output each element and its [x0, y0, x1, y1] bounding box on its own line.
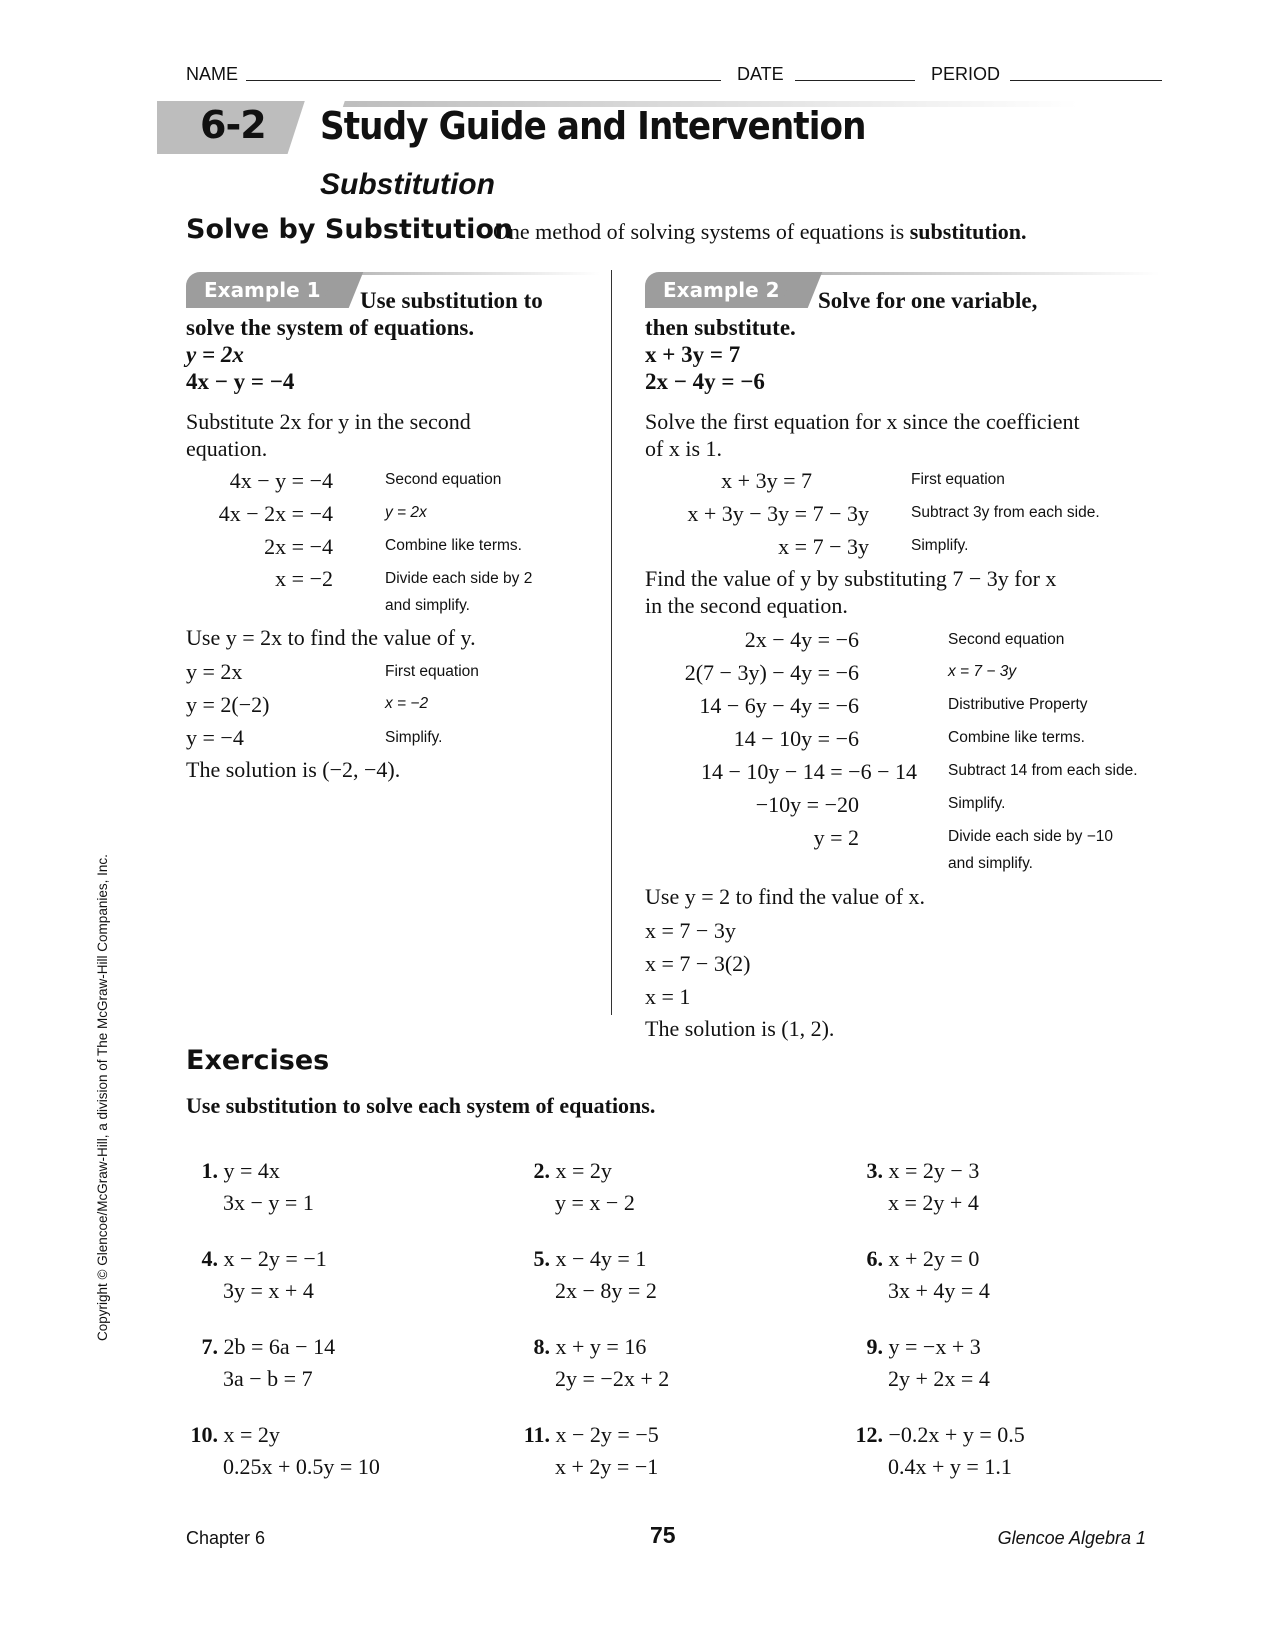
example2-step2-note: Simplify.	[948, 795, 1006, 812]
example2-step2-note: Distributive Property	[948, 696, 1088, 713]
problem-eq2: 0.25x + 0.5y = 10	[223, 1454, 380, 1479]
problem-eq2: 2x − 8y = 2	[555, 1278, 657, 1303]
example1-step2-eq: y = −4	[186, 725, 244, 750]
problem-eq2: 0.4x + y = 1.1	[888, 1454, 1012, 1479]
example1-solution: The solution is (−2, −4).	[186, 757, 401, 782]
example1-step1-text: Substitute 2x for y in the second	[186, 409, 471, 434]
problem-eq1: x − 4y = 1	[555, 1246, 647, 1271]
problem-eq1: x − 2y = −5	[555, 1422, 659, 1447]
example2-step2-eq: 14 − 6y − 4y = −6	[699, 693, 859, 718]
example1-step2-note: First equation	[385, 663, 479, 680]
example2-step2-text: Find the value of y by substituting 7 − 3y for x	[645, 566, 1057, 591]
example2-step2-note: Subtract 14 from each side.	[948, 762, 1138, 779]
example1-system-eq1: y = 2x	[186, 342, 244, 367]
problem-eq1: x + 2y = 0	[888, 1246, 980, 1271]
example2-step2-note: x = 7 − 3y	[948, 663, 1017, 680]
exercise-problem	[186, 1419, 380, 1483]
problem-eq1: 2b = 6a − 14	[223, 1334, 336, 1359]
example2-step2-eq: 14 − 10y − 14 = −6 − 14	[700, 759, 917, 784]
example2-step-note: Simplify.	[911, 537, 969, 554]
problem-eq1: −0.2x + y = 0.5	[888, 1422, 1025, 1447]
intro-text	[493, 219, 1027, 245]
lesson-number: 6-2	[200, 103, 266, 147]
example1-step-eq: 2x = −4	[264, 534, 333, 559]
problem-eq1: x + y = 16	[555, 1334, 647, 1359]
problem-number: 10.	[190, 1422, 218, 1447]
example2-step1-text-cont: of x is 1.	[645, 436, 722, 461]
problem-number: 1.	[201, 1158, 218, 1183]
exercises-heading: Exercises	[186, 1045, 330, 1076]
problem-eq2: y = x − 2	[555, 1190, 635, 1215]
problem-number: 2.	[533, 1158, 550, 1183]
example2-step2-note: Divide each side by −10	[948, 828, 1114, 845]
date-field[interactable]	[795, 80, 915, 81]
copyright-notice: Copyright © Glencoe/McGraw-Hill, a division of The McGraw-Hill Companies, Inc.	[95, 854, 110, 1341]
name-field[interactable]	[246, 80, 721, 81]
problem-eq1: x = 2y	[555, 1158, 612, 1183]
exercises-instruction: Use substitution to solve each system of equations.	[186, 1093, 656, 1118]
example2-step3-text: Use y = 2 to find the value of x.	[645, 884, 926, 909]
example1-step-note: Combine like terms.	[385, 537, 522, 554]
problem-number: 3.	[866, 1158, 883, 1183]
problem-eq1: y = 4x	[223, 1158, 280, 1183]
problem-number: 9.	[866, 1334, 883, 1359]
problem-number: 5.	[533, 1246, 550, 1271]
exercise-problem	[851, 1419, 1025, 1483]
example1-step-note: Second equation	[385, 471, 502, 488]
example1-step2-note: x = −2	[385, 695, 429, 712]
exercise-problem	[518, 1419, 659, 1483]
lesson-subtitle: Substitution	[320, 168, 495, 201]
example2-step2-text-cont: in the second equation.	[645, 593, 848, 618]
example2-step-note: Subtract 3y from each side.	[911, 504, 1100, 521]
problem-eq1: y = −x + 3	[888, 1334, 981, 1359]
problem-eq1: x = 2y	[223, 1422, 280, 1447]
problem-eq2: x = 2y + 4	[888, 1190, 979, 1215]
problem-eq2: 2y + 2x = 4	[888, 1366, 990, 1391]
exercise-problem	[186, 1155, 314, 1219]
problem-number: 6.	[866, 1246, 883, 1271]
problem-eq2: 3x + 4y = 4	[888, 1278, 990, 1303]
example1-step1-text-cont: equation.	[186, 436, 268, 461]
problem-eq1: x − 2y = −1	[223, 1246, 327, 1271]
example2-step-eq: x + 3y − 3y = 7 − 3y	[687, 501, 869, 526]
exercise-problem	[851, 1243, 990, 1307]
intro-sentence: One method of solving systems of equations is	[493, 219, 910, 244]
example2-step3-eq: x = 1	[645, 984, 691, 1009]
footer-chapter: Chapter 6	[186, 1528, 266, 1548]
example2-step2-note: Combine like terms.	[948, 729, 1085, 746]
example1-step-eq: 4x − 2x = −4	[218, 501, 333, 526]
example1-prompt-line1: Use substitution to	[360, 288, 543, 313]
name-label: NAME	[186, 64, 239, 84]
date-label: DATE	[737, 64, 784, 84]
example2-step-note: First equation	[911, 471, 1005, 488]
example2-step2-eq: y = 2	[813, 825, 859, 850]
page-title: Study Guide and Intervention	[320, 104, 866, 148]
example2-step2-eq: 2x − 4y = −6	[744, 627, 859, 652]
example2-prompt-line1: Solve for one variable,	[818, 288, 1038, 313]
example1-tab-label: Example 1	[204, 278, 321, 302]
example2-step3-eq: x = 7 − 3(2)	[645, 951, 751, 976]
exercise-problem	[186, 1243, 327, 1307]
problem-number: 11.	[523, 1422, 550, 1447]
example2-system-eq2: 2x − 4y = −6	[645, 369, 765, 394]
intro-bold-term: substitution.	[909, 219, 1027, 244]
section-heading: Solve by Substitution	[186, 214, 514, 245]
example1-step2-note: Simplify.	[385, 729, 443, 746]
example2-solution: The solution is (1, 2).	[645, 1016, 835, 1041]
example2-step1-text: Solve the first equation for x since the coefficient	[645, 409, 1080, 434]
column-divider	[611, 270, 612, 1015]
example2-step-eq: x + 3y = 7	[721, 468, 812, 493]
footer-book-title: Glencoe Algebra 1	[997, 1528, 1146, 1548]
problem-number: 7.	[201, 1334, 218, 1359]
problem-number: 8.	[533, 1334, 550, 1359]
example2-step2-note: Second equation	[948, 631, 1065, 648]
exercise-problem	[186, 1331, 335, 1395]
example2-step3-eq: x = 7 − 3y	[645, 918, 736, 943]
period-label: PERIOD	[931, 64, 1001, 84]
problem-number: 12.	[855, 1422, 883, 1447]
example1-step-eq: x = −2	[275, 566, 333, 591]
example1-prompt-line2: solve the system of equations.	[186, 315, 475, 340]
problem-eq1: x = 2y − 3	[888, 1158, 980, 1183]
example2-prompt-line2: then substitute.	[645, 315, 796, 340]
problem-number: 4.	[201, 1246, 218, 1271]
example1-step2-text: Use y = 2x to find the value of y.	[186, 625, 476, 650]
problem-eq2: 3x − y = 1	[223, 1190, 314, 1215]
exercise-problem	[518, 1243, 657, 1307]
example1-tab	[186, 272, 342, 308]
example2-tab	[645, 272, 801, 308]
example2-system-eq1: x + 3y = 7	[645, 342, 741, 367]
example2-step2-eq: 2(7 − 3y) − 4y = −6	[684, 660, 859, 685]
example1-step2-eq: y = 2x	[186, 659, 243, 684]
example1-step-eq: 4x − y = −4	[229, 468, 333, 493]
example2-step-eq: x = 7 − 3y	[778, 534, 869, 559]
example2-step2-note: and simplify.	[948, 855, 1033, 872]
example2-step2-eq: 14 − 10y = −6	[733, 726, 859, 751]
exercise-problem	[518, 1331, 669, 1395]
problem-eq2: 3a − b = 7	[223, 1366, 313, 1391]
problem-eq2: 3y = x + 4	[223, 1278, 314, 1303]
period-field[interactable]	[1010, 80, 1162, 81]
example1-system-eq2: 4x − y = −4	[186, 369, 295, 394]
problem-eq2: x + 2y = −1	[555, 1454, 659, 1479]
example2-step2-eq: −10y = −20	[755, 792, 859, 817]
exercise-problem	[518, 1155, 635, 1219]
problem-eq2: 2y = −2x + 2	[555, 1366, 670, 1391]
page-number: 75	[650, 1522, 676, 1548]
example2-tab-label: Example 2	[663, 278, 780, 302]
example1-step-note: and simplify.	[385, 597, 470, 614]
exercise-problem	[851, 1155, 979, 1219]
example1-step-note: y = 2x	[385, 504, 427, 521]
example1-step-note: Divide each side by 2	[385, 570, 533, 587]
example1-step2-eq: y = 2(−2)	[186, 692, 270, 717]
exercise-problem	[851, 1331, 990, 1395]
